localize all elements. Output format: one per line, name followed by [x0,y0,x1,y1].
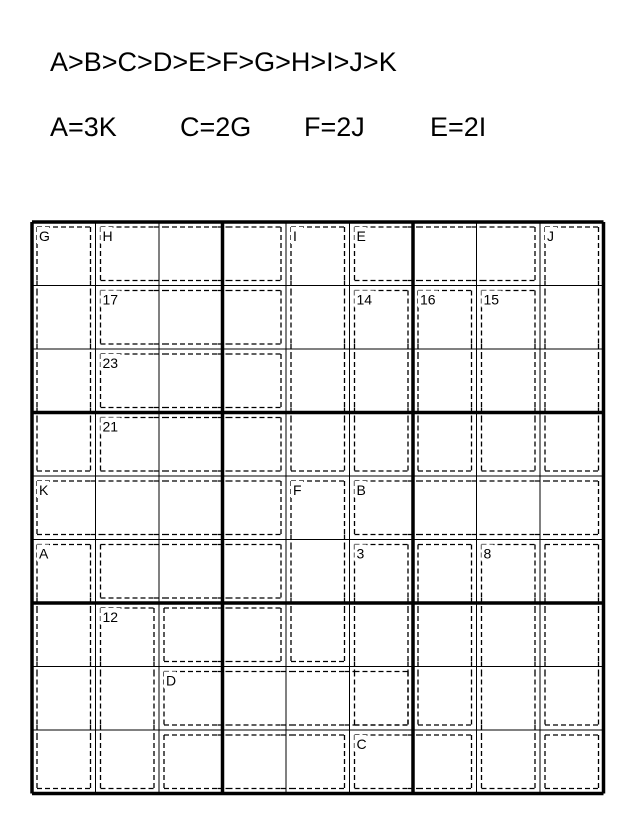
equality-constraint: C=2G [180,112,252,142]
grid-cell[interactable] [223,667,287,731]
cage-label: E [356,228,366,244]
equality-constraint: E=2I [430,112,487,142]
grid-cell[interactable] [32,413,96,477]
grid-cell[interactable] [477,349,541,413]
grid-cell[interactable] [413,667,477,731]
grid-cell[interactable] [159,286,223,350]
grid-cell[interactable] [477,667,541,731]
cage-label: H [102,228,113,244]
cage-label: 12 [102,609,119,625]
grid-cell[interactable] [286,667,350,731]
cage-label: D [166,672,177,689]
grid-cell[interactable] [286,413,350,477]
cage-label: 3 [356,545,365,562]
equality-constraint: F=2J [304,112,365,142]
cage-label: 17 [102,291,119,308]
grid-cell[interactable] [159,476,223,540]
cage-label: 8 [483,545,492,562]
grid-cell[interactable] [286,540,350,604]
grid-cell[interactable] [96,476,160,540]
grid-cell[interactable] [286,603,350,667]
grid-cell[interactable] [477,476,541,540]
grid-cell[interactable] [32,667,96,731]
grid-cell[interactable] [413,476,477,540]
grid-cell[interactable] [223,286,287,350]
grid-cell[interactable] [223,349,287,413]
grid-cell[interactable] [32,286,96,350]
grid-cell[interactable] [540,413,604,477]
cage-label: B [356,482,366,498]
cage-label: K [39,482,49,498]
grid-cell[interactable] [223,476,287,540]
grid-cell[interactable] [223,603,287,667]
grid-cell[interactable] [32,730,96,794]
grid-cell[interactable] [223,222,287,286]
grid-cell[interactable] [350,603,414,667]
grid-cell[interactable] [540,667,604,731]
cage-label: A [39,545,49,562]
grid-cell[interactable] [413,349,477,413]
grid-cell[interactable] [96,667,160,731]
cage-label: G [39,228,50,244]
grid-cell[interactable] [477,603,541,667]
grid-cell[interactable] [540,349,604,413]
grid-cell[interactable] [540,540,604,604]
grid-cell[interactable] [477,222,541,286]
grid-cell[interactable] [159,413,223,477]
equality-constraint: A=3K [50,112,117,142]
cage-label: I [293,228,297,244]
grid-cell[interactable] [159,540,223,604]
cage-label: F [293,482,302,498]
cage-label: C [356,736,367,752]
grid-cell[interactable] [223,413,287,477]
cage-label: 16 [420,291,436,308]
grid-cell[interactable] [350,413,414,477]
grid-cell[interactable] [540,603,604,667]
grid-cell[interactable] [413,730,477,794]
grid-cell[interactable] [350,349,414,413]
grid-cell[interactable] [286,730,350,794]
cage-label: 23 [102,355,119,371]
grid-cell[interactable] [540,286,604,350]
grid-cell[interactable] [159,349,223,413]
grid-cell[interactable] [159,222,223,286]
grid-cell[interactable] [286,286,350,350]
cage-label: 14 [356,291,373,308]
ordering-constraint: A>B>C>D>E>F>G>H>I>J>K [50,47,397,77]
grid-cell[interactable] [32,603,96,667]
grid-cell[interactable] [350,667,414,731]
grid-cell[interactable] [413,540,477,604]
grid-cell[interactable] [540,476,604,540]
grid-cell[interactable] [32,349,96,413]
grid-cell[interactable] [223,730,287,794]
cage-label: J [547,228,554,244]
grid-cell[interactable] [159,603,223,667]
grid-cell[interactable] [223,540,287,604]
grid-cell[interactable] [413,603,477,667]
cage-label: 15 [483,291,500,308]
grid-cell[interactable] [413,222,477,286]
grid-cell[interactable] [159,730,223,794]
grid-cell[interactable] [540,730,604,794]
grid-cell[interactable] [477,730,541,794]
grid-cell[interactable] [96,730,160,794]
grid-cell[interactable] [96,540,160,604]
grid-cell[interactable] [286,349,350,413]
grid-cell[interactable] [413,413,477,477]
grid-cell[interactable] [477,413,541,477]
cage-label: 21 [102,418,119,435]
